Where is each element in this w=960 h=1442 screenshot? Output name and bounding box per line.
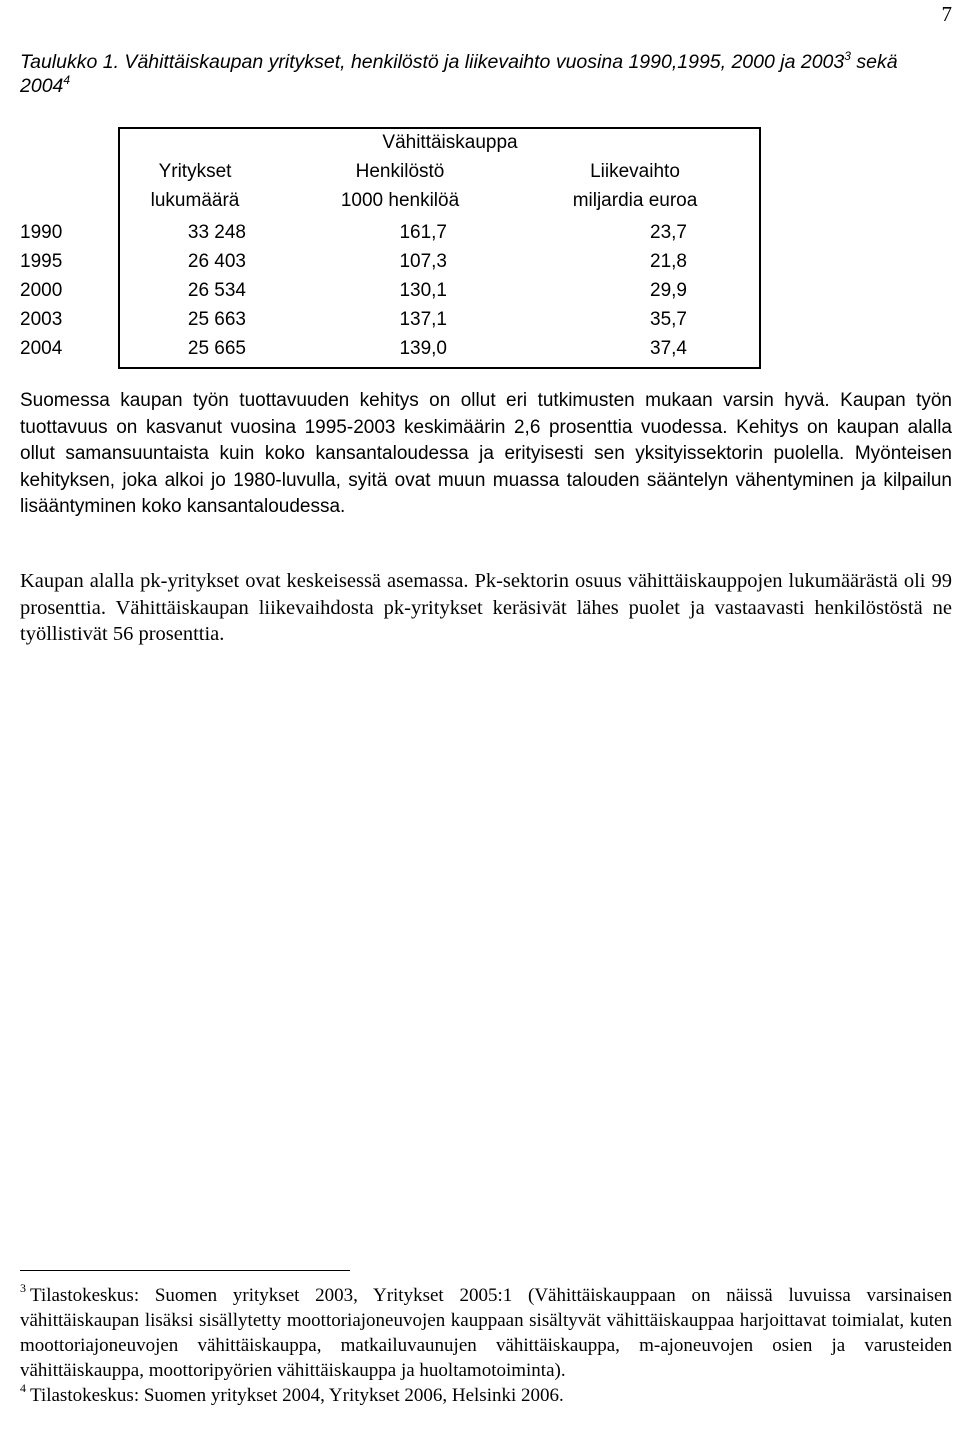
col-subheader-turnover: miljardia euroa <box>572 190 698 211</box>
year-cell: 1995 <box>20 251 63 272</box>
paragraph-productivity: Suomessa kaupan työn tuottavuuden kehitys on ollut eri tutkimusten mukaan varsin hyvä. Kaupan työn tuottavuus on kasvanut vuosina 1995-2003 keskimäärin 2,6 prosenttia vuodessa. Kehitys on kaupan alalla ollut samansuuntaista kuin koko kansantaloudessa ja erityisesti sen yksityissektorin puolella. Myönteisen kehityksen, joka alkoi jo 1980-luvulla, syitä ovat muun muassa talouden sääntelyn vähentyminen ja kilpailun lisääntyminen koko kansantaloudessa. <box>20 390 952 517</box>
staff-cell: 139,0 <box>399 338 447 359</box>
footnotes <box>20 1283 952 1408</box>
footnote-text: Tilastokeskus: Suomen yritykset 2004, Yritykset 2006, Helsinki 2006. <box>30 1385 564 1406</box>
firms-cell: 33 248 <box>187 222 246 243</box>
turnover-cell: 37,4 <box>650 338 687 359</box>
caption-text: Taulukko 1. Vähittäiskaupan yritykset, henkilöstö ja liikevaihto vuosina 1990,1995, 2000 ja 2003 <box>20 51 845 73</box>
year-cell: 2004 <box>20 338 63 359</box>
turnover-cell: 35,7 <box>650 309 687 330</box>
caption-text-2: sekä 2004 <box>20 51 898 97</box>
turnover-cell: 29,9 <box>650 280 687 301</box>
turnover-cell: 23,7 <box>650 222 687 243</box>
firms-cell: 26 534 <box>187 280 246 301</box>
footnote-4 <box>20 1383 952 1408</box>
footnote-ref-4: 4 <box>63 73 71 87</box>
staff-cell: 107,3 <box>399 251 447 272</box>
paragraph-sme: Kaupan alalla pk-yritykset ovat keskeisessä asemassa. Pk-sektorin osuus vähittäiskauppojen lukumäärästä oli 99 prosenttia. Vähittäiskaupan liikevaihdosta pk-yritykset keräsivät lähes puolet ja vastaavasti henkilöstöstä ne työllistivät 56 prosenttia. <box>20 570 952 645</box>
col-header-turnover: Liikevaihto <box>590 161 680 182</box>
firms-cell: 25 665 <box>187 338 246 359</box>
staff-cell: 161,7 <box>399 222 447 243</box>
footnote-3 <box>20 1283 952 1383</box>
footnote-mark: 3 <box>20 1281 26 1295</box>
col-subheader-firms: lukumäärä <box>150 190 240 211</box>
staff-cell: 137,1 <box>399 309 447 330</box>
footnote-ref-3: 3 <box>844 49 851 63</box>
year-cell: 2003 <box>20 309 63 330</box>
table-caption <box>20 50 950 98</box>
footnote-separator <box>20 1270 350 1271</box>
firms-cell: 26 403 <box>187 251 246 272</box>
col-header-staff: Henkilöstö <box>355 161 445 182</box>
group-header: Vähittäiskauppa <box>382 132 518 153</box>
footnote-mark: 4 <box>20 1381 26 1395</box>
col-header-firms: Yritykset <box>158 161 232 182</box>
footnote-text: Tilastokeskus: Suomen yritykset 2003, Yritykset 2005:1 (Vähittäiskauppaan on näissä luvuissa varsinaisen vähittäiskaupan lisäksi sisällytetty moottoriajoneuvojen kauppaan sisältyvät vähittäiskauppaa harjoittavat toimialat, kuten moottoriajoneuvojen vähittäiskauppa, matkailuvaunujen vähittäiskauppa, m-ajoneuvojen osien ja varusteiden vähittäiskauppa, moottoripyörien vähittäiskauppa ja huoltamotoiminta). <box>20 1285 952 1381</box>
page-number: 7 <box>941 2 952 26</box>
staff-cell: 130,1 <box>399 280 447 301</box>
firms-cell: 25 663 <box>187 309 246 330</box>
col-subheader-staff: 1000 henkilöä <box>340 190 460 211</box>
year-cell: 1990 <box>20 222 63 243</box>
turnover-cell: 21,8 <box>650 251 687 272</box>
year-cell: 2000 <box>20 280 63 301</box>
